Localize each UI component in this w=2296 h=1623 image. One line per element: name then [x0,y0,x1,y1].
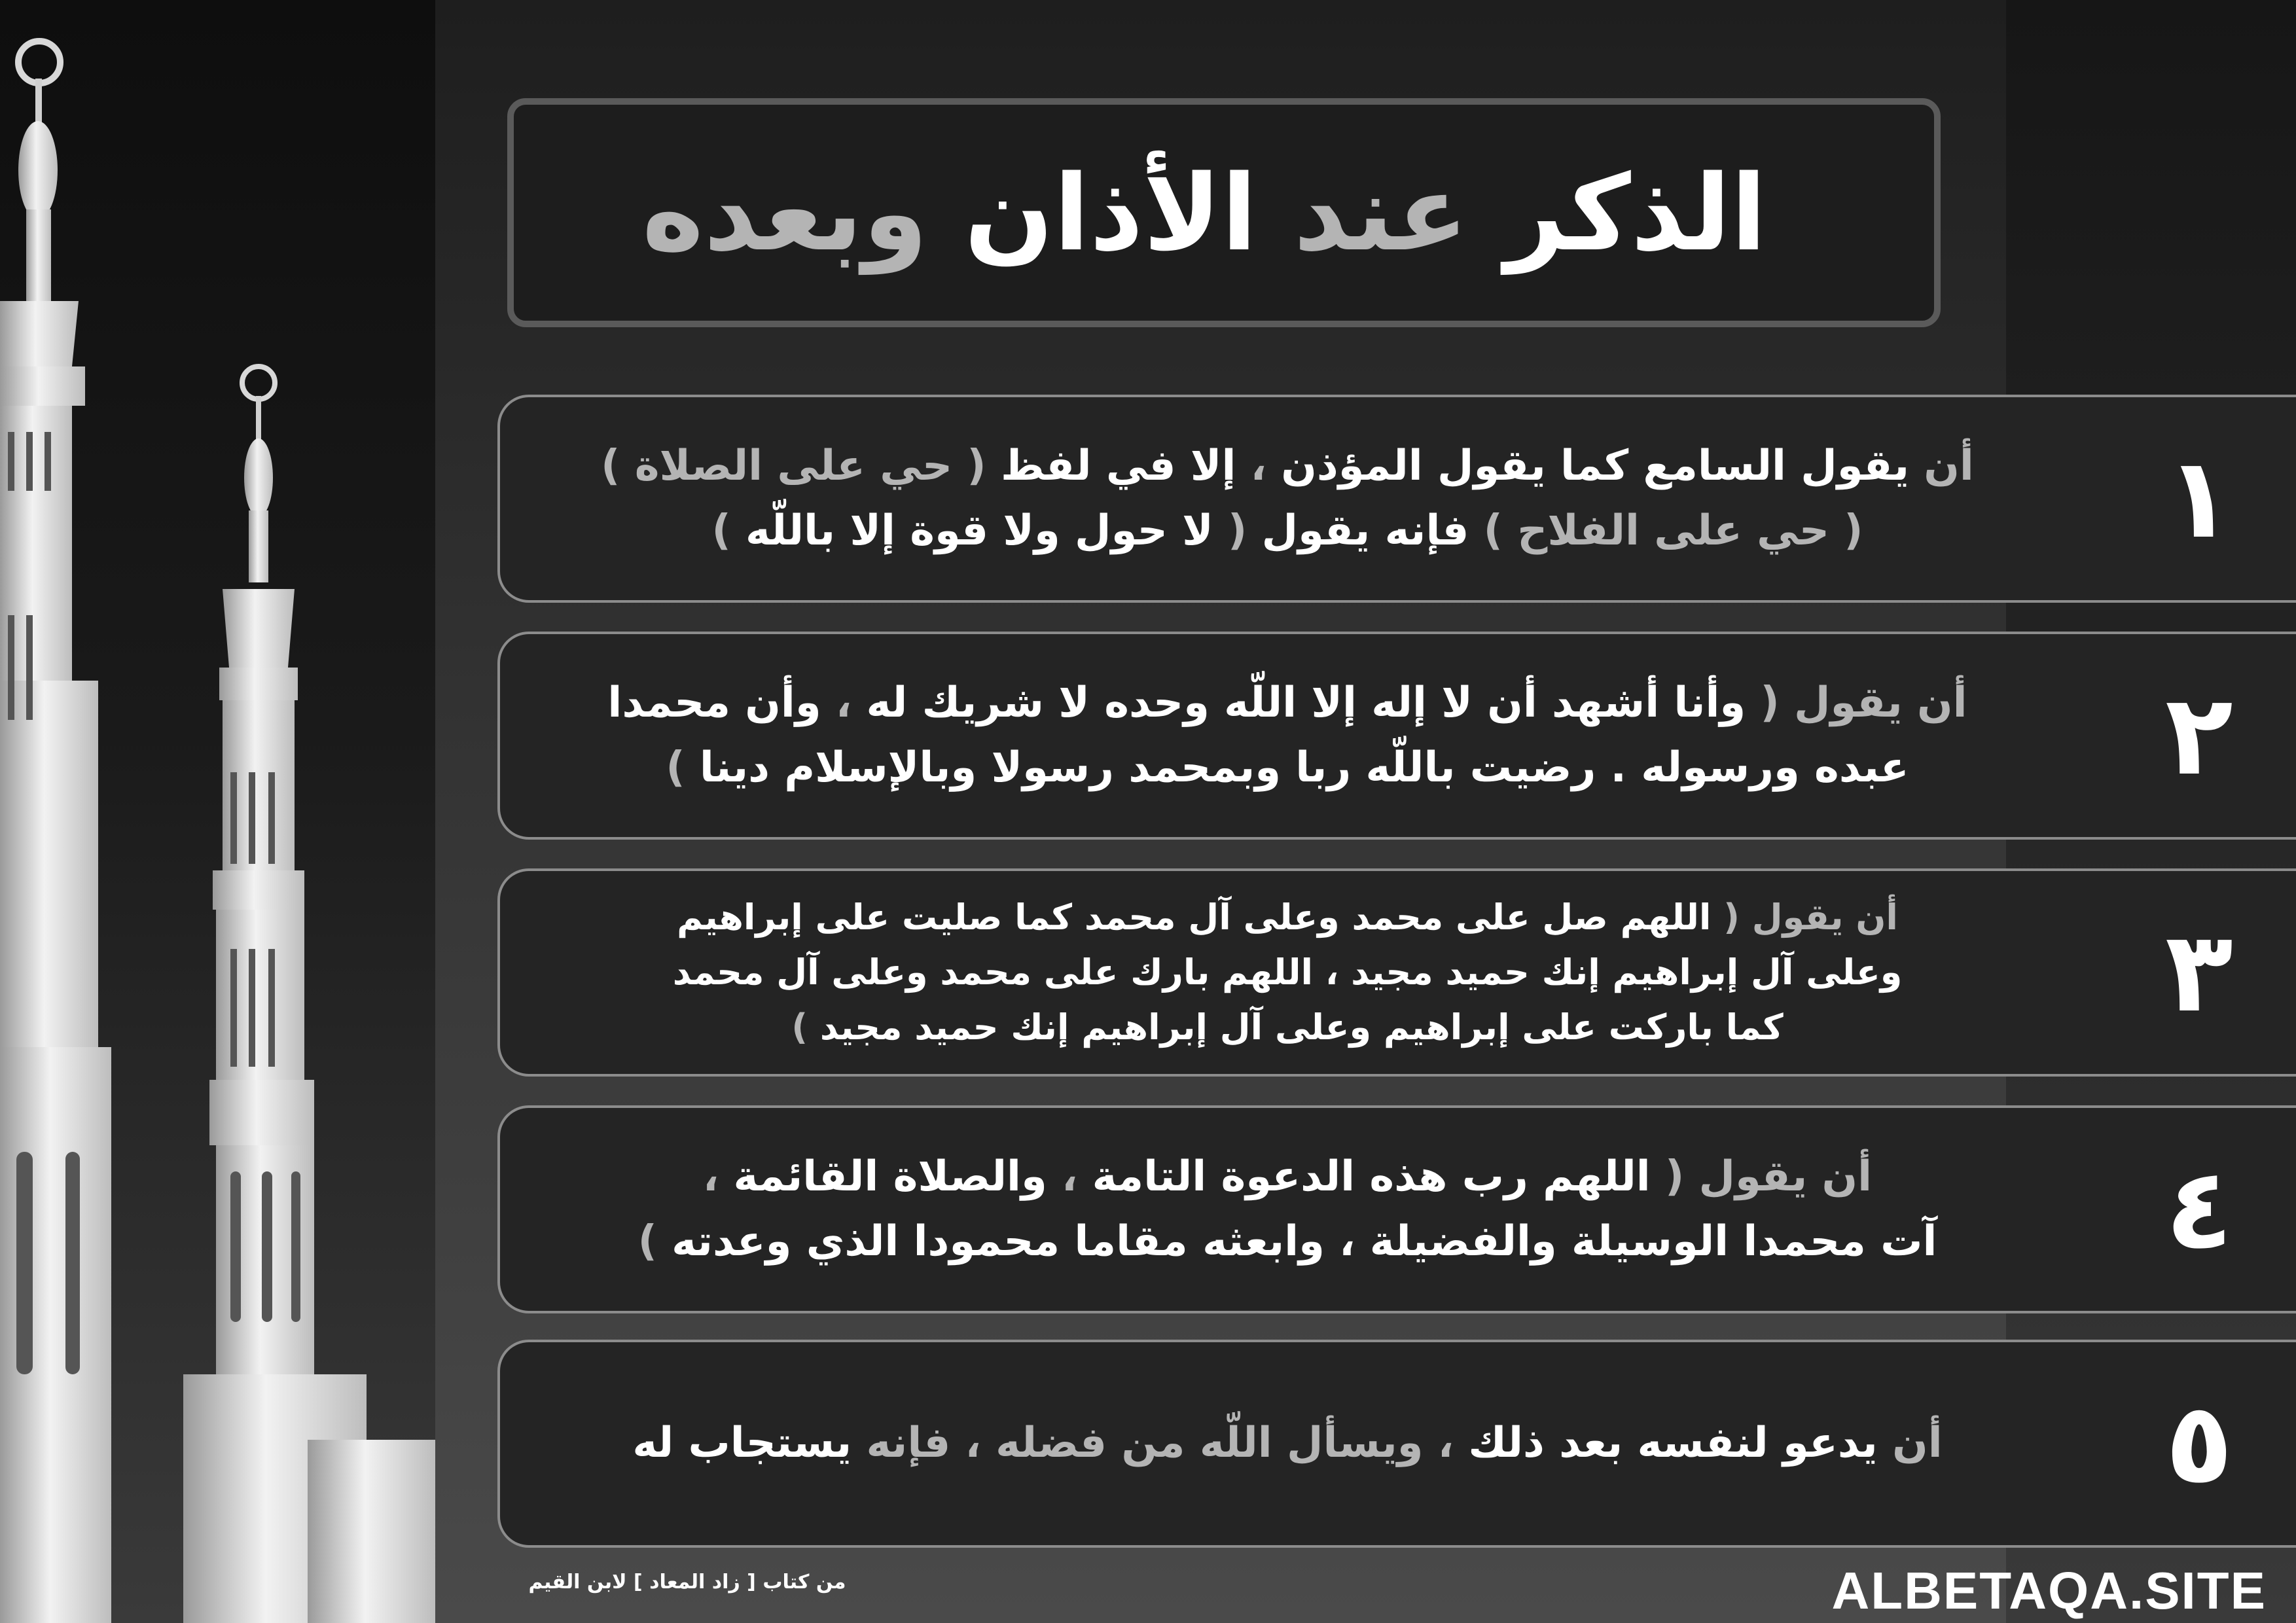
item-text [552,397,2022,600]
text-segment: ، [950,1419,981,1468]
item-text [552,871,2022,1074]
text-line [673,945,1903,1000]
title-word-1: الذكر [1505,151,1767,274]
text-line [712,499,1863,563]
text-segment: ) [637,1217,657,1266]
text-line [632,1411,1942,1476]
minaret-left [0,41,111,1623]
text-line [638,1209,1937,1274]
text-segment: ( حي على الفلاح ) [1469,507,1863,555]
text-segment: اللهم رب هذه الدعوة التامة [1077,1152,1651,1201]
item-number: ١ [2165,434,2233,563]
text-segment: ، [702,1152,719,1201]
text-segment: ويسأل اللّه من فضله [980,1419,1424,1468]
item-number: ٤ [2165,1145,2233,1274]
text-segment: ، [1423,1419,1454,1468]
title-box [507,98,1941,327]
item-text [552,1342,2022,1545]
text-segment: ، [821,678,852,727]
text-segment: أن [1877,1419,1943,1468]
text-line [791,1000,1783,1055]
text-line [607,671,1967,736]
text-segment: إلا في لفظ [986,441,1236,490]
text-segment: فإنه يقول [1247,507,1469,555]
text-segment: ، [1047,1152,1078,1201]
text-segment: أن [1909,441,1974,490]
left-background-panel [0,0,435,1623]
text-segment: ( [1746,678,1780,727]
text-segment: حي على الصلاة ) [601,441,953,490]
text-segment: ، [1236,441,1266,490]
text-segment: كما باركت على إبراهيم وعلى آل إبراهيم إنك حميد مجيد [808,1006,1784,1048]
text-segment: وأنا أشهد أن لا إله إلا اللّه وحده لا شريك له [852,678,1746,727]
text-segment: وعلى آل إبراهيم إنك حميد مجيد ، اللهم بارك على محمد وعلى آل محمد [672,952,1903,993]
page-title [642,152,1767,274]
text-segment: آت محمدا الوسيلة والفضيلة ، وابعثه مقاما محمودا الذي وعدته [656,1217,1937,1266]
text-segment: وأن محمدا [607,678,821,727]
dhikr-item-2 [497,632,2296,840]
text-line [666,736,1909,800]
mosque-minarets-illustration [0,0,435,1623]
text-segment: ( [1213,507,1247,555]
text-segment: عبده ورسوله . رضيت باللّه ربا وبمحمد رسولا وبالإسلام دينا [685,743,1909,792]
text-segment: أن يقول [1779,678,1967,727]
text-segment: ) [791,1006,808,1048]
title-word-3: الأذان [964,151,1257,274]
text-segment: اللهم صل على محمد وعلى آل محمد كما صليت على إبراهيم [677,897,1712,938]
minaret-center [183,366,435,1623]
text-segment: يقول السامع كما يقول المؤذن [1266,441,1909,490]
dhikr-item-4 [497,1105,2296,1313]
item-text [552,1108,2022,1311]
text-segment: يدعو لنفسه بعد ذلك [1454,1419,1878,1468]
title-word-2: عند [1293,151,1469,274]
text-segment: أن يقول [1684,1152,1873,1201]
dhikr-item-3 [497,868,2296,1077]
text-segment: ( [1711,897,1740,938]
text-segment: أن يقول [1739,897,1898,938]
source-citation: من كتاب [ زاد المعاد ] لابن القيم [528,1571,846,1594]
dhikr-item-1 [497,395,2296,603]
item-number: ٥ [2165,1379,2233,1508]
item-number: ٣ [2165,908,2233,1037]
text-segment: يستجاب له [632,1419,852,1468]
text-segment: لا حول ولا قوة إلا باللّه [730,507,1213,555]
dhikr-item-5 [497,1340,2296,1548]
text-segment: ) [711,507,731,555]
title-word-4: وبعده [641,151,928,274]
text-segment: ( [1650,1152,1685,1201]
text-line [677,890,1898,945]
text-segment: فإنه [852,1419,951,1468]
text-segment: ) [666,743,685,792]
text-segment: ( [952,441,986,490]
text-line [601,434,1974,499]
item-text [552,634,2022,837]
item-number: ٢ [2165,671,2233,800]
site-watermark[interactable]: ALBETAQA.SITE [1831,1561,2267,1620]
text-segment: والصلاة القائمة [719,1152,1047,1201]
text-line [703,1145,1872,1209]
